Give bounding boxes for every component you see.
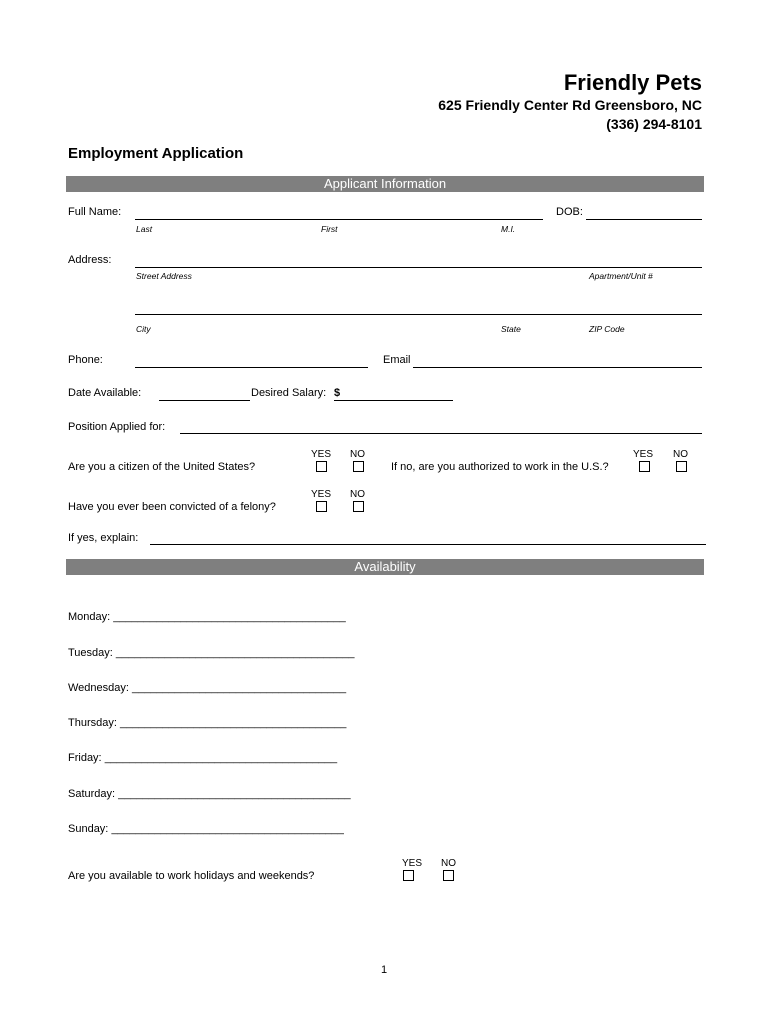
sunday-label: Sunday: [68,823,109,835]
form-title: Employment Application [68,145,244,162]
explain-field[interactable] [150,544,706,545]
monday-field[interactable]: ______________________________________ [113,611,346,623]
thursday-label: Thursday: [68,717,117,729]
tuesday-label: Tuesday: [68,647,113,659]
felony-yes-checkbox[interactable] [316,501,327,512]
zip-sublabel: ZIP Code [589,324,625,334]
company-name: Friendly Pets [563,70,702,95]
felony-question: Have you ever been convicted of a felony? [68,501,276,513]
friday-field[interactable]: ______________________________________ [104,752,338,764]
section-applicant-information: Applicant Information [66,176,704,192]
explain-label: If yes, explain: [68,532,139,544]
desired-salary-label: Desired Salary: [251,387,327,399]
company-address: 625 Friendly Center Rd Greensboro, NC [438,97,702,113]
position-field[interactable] [180,433,702,434]
citizen-yes-checkbox[interactable] [316,461,327,472]
felony-no-checkbox[interactable] [353,501,364,512]
authorized-yes-checkbox[interactable] [639,461,650,472]
state-sublabel: State [501,324,521,334]
position-label: Position Applied for: [68,421,166,433]
sunday-field[interactable]: ______________________________________ [111,823,344,835]
felony-yes-header: YES [311,489,332,500]
citizen-yes-header: YES [311,449,332,460]
sunday-row[interactable] [68,823,344,835]
wednesday-row[interactable] [68,682,346,694]
holidays-yes-checkbox[interactable] [403,870,414,881]
email-field[interactable] [413,367,702,368]
desired-salary-field[interactable] [334,400,453,401]
date-available-label: Date Available: [68,387,142,399]
section-availability: Availability [66,559,704,575]
holidays-no-header: NO [441,858,456,869]
friday-row[interactable] [68,752,337,764]
thursday-row[interactable] [68,717,346,729]
authorized-no-checkbox[interactable] [676,461,687,472]
saturday-row[interactable] [68,788,351,800]
page-number: 1 [381,964,388,976]
holidays-yes-header: YES [402,858,423,869]
citizen-question: Are you a citizen of the United States? [68,461,256,473]
tuesday-row[interactable] [68,647,355,659]
date-available-field[interactable] [159,400,250,401]
wednesday-label: Wednesday: [68,682,129,694]
city-state-zip-field[interactable] [135,314,702,315]
authorized-yes-header: YES [633,449,654,460]
full-name-label: Full Name: [68,206,122,218]
tuesday-field[interactable]: _______________________________________ [115,647,355,659]
wednesday-field[interactable]: ___________________________________ [132,682,347,694]
mi-sublabel: M.I. [501,224,516,234]
phone-label: Phone: [68,354,103,366]
email-label: Email [383,354,411,366]
felony-no-header: NO [350,489,365,500]
citizen-no-checkbox[interactable] [353,461,364,472]
phone-field[interactable] [135,367,368,368]
thursday-field[interactable]: _____________________________________ [119,717,347,729]
full-name-field[interactable] [135,219,543,220]
holidays-question: Are you available to work holidays and weekends? [68,870,315,882]
monday-label: Monday: [68,611,111,623]
address-label: Address: [68,254,112,266]
authorized-no-header: NO [673,449,688,460]
city-sublabel: City [136,324,151,334]
street-address-field[interactable] [135,267,702,268]
saturday-label: Saturday: [68,788,116,800]
authorized-question: If no, are you authorized to work in the U.S.? [391,461,609,473]
street-sublabel: Street Address [136,271,192,281]
dollar-sign: $ [334,387,341,399]
last-sublabel: Last [136,224,153,234]
dob-field[interactable] [586,219,702,220]
citizen-no-header: NO [350,449,365,460]
monday-row[interactable] [68,611,346,623]
company-phone: (336) 294-8101 [606,116,702,132]
friday-label: Friday: [68,752,102,764]
apt-sublabel: Apartment/Unit # [589,271,653,281]
first-sublabel: First [321,224,338,234]
saturday-field[interactable]: ______________________________________ [118,788,351,800]
dob-label: DOB: [556,206,583,218]
holidays-no-checkbox[interactable] [443,870,454,881]
